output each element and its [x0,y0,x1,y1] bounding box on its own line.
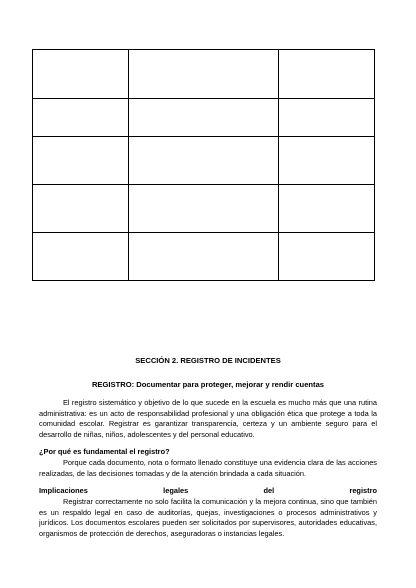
table-cell [129,137,279,185]
blank-table [32,49,375,281]
table-row [33,137,375,185]
heading-legal-implications [39,486,377,497]
table-cell [33,185,129,233]
table-row [33,233,375,281]
table-cell [279,185,375,233]
table-cell [33,50,129,99]
table-cell [129,50,279,99]
heading-word: registro [349,486,377,495]
heading-why-register: ¿Por qué es fundamental el registro? [39,447,170,456]
table-cell [129,233,279,281]
section-subtitle: REGISTRO: Documentar para proteger, mejorar y rendir cuentas [91,380,325,389]
table-cell [33,137,129,185]
table-cell [279,99,375,137]
section-title: SECCIÓN 2. REGISTRO DE INCIDENTES [135,356,281,365]
table-row [33,50,375,99]
table-cell [129,185,279,233]
heading-word: del [263,486,275,495]
table-cell [279,137,375,185]
why-register-paragraph: Porque cada documento, nota o formato llenado constituye una evidencia clara de las acciones realizadas, de las decisiones tomadas y de la atención brindada a cada situación. [39,458,377,478]
heading-word: legales [163,486,189,495]
table-cell [279,233,375,281]
table-cell [33,233,129,281]
table-cell [33,99,129,137]
table-row [33,185,375,233]
legal-implications-paragraph: Registrar correctamente no solo facilita la comunicación y la mejora continua, sino que también es un respaldo legal en caso de auditorías, quejas, investigaciones o procesos administrativos y jurídicos. Los documentos escolares pueden ser solicitados por supervisores, autoridades educativas, organismos de protección de derechos, aseguradoras o instancias legales. [39,497,377,538]
intro-paragraph: El registro sistemático y objetivo de lo que sucede en la escuela es mucho más que una rutina administrativa: es un acto de responsabilidad profesional y una obligación ética que protege a toda la comunidad escolar. Registrar es garantizar transparencia, certeza y un ambiente seguro para el desarrollo de niñas, niños, adolescentes y del personal educativo. [39,398,377,439]
table-cell [129,99,279,137]
table-row [33,99,375,137]
heading-word: Implicaciones [39,486,88,495]
table-cell [279,50,375,99]
